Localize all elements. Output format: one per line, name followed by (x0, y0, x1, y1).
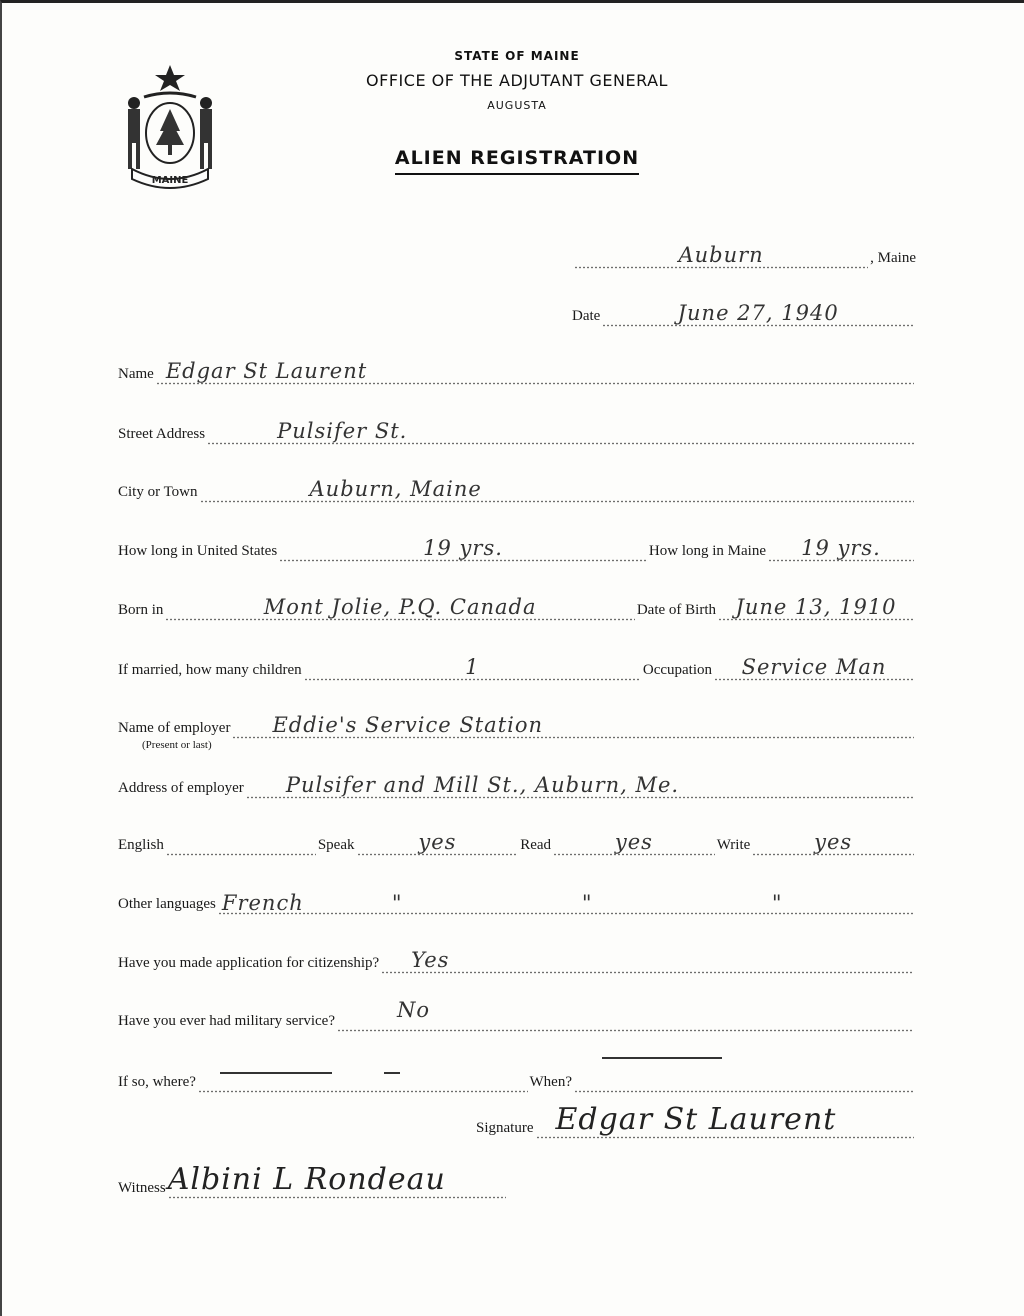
family-line (118, 653, 916, 681)
signature-field[interactable] (536, 1102, 915, 1139)
read-value: yes (614, 830, 653, 854)
speak-field[interactable] (357, 832, 519, 856)
other-languages-value: French (221, 891, 304, 915)
header-city: AUGUSTA (487, 99, 547, 112)
place-line (572, 241, 916, 269)
name-line (118, 357, 916, 385)
residence-line (118, 534, 916, 562)
english-gap (166, 832, 316, 856)
birth-line (118, 593, 916, 621)
ditto-mark-3: " (771, 891, 783, 915)
born-field[interactable] (165, 597, 634, 621)
maine-time-value: 19 yrs. (801, 536, 881, 560)
signature-line (476, 1102, 916, 1139)
place-suffix: , Maine (870, 250, 916, 266)
when-label: When? (529, 1074, 572, 1090)
maine-time-label: How long in Maine (648, 543, 766, 559)
witness-field[interactable] (167, 1162, 506, 1199)
name-label: Name (118, 366, 154, 382)
employer-label: Name of employer (118, 720, 231, 736)
name-value: Edgar St Laurent (165, 359, 368, 383)
military-label: Have you ever had military service? (118, 1013, 335, 1029)
date-label: Date (572, 308, 601, 324)
military-value: No (397, 998, 431, 1022)
us-time-value: 19 yrs. (423, 536, 503, 560)
street-value: Pulsifer St. (277, 419, 408, 443)
place-value: Auburn (678, 243, 764, 267)
employer-line (118, 711, 916, 739)
dob-field[interactable] (718, 597, 914, 621)
employer-sublabel: (Present or last) (142, 739, 212, 751)
born-label: Born in (118, 602, 164, 618)
occupation-field[interactable] (714, 657, 914, 681)
street-line (118, 417, 916, 445)
witness-value: Albini L Rondeau (167, 1162, 446, 1197)
dob-value: June 13, 1910 (735, 595, 897, 619)
signature-label: Signature (476, 1120, 534, 1136)
children-field[interactable] (304, 657, 641, 681)
street-field[interactable] (207, 421, 914, 445)
witness-line (118, 1162, 508, 1199)
city-field[interactable] (200, 479, 914, 503)
read-field[interactable] (553, 832, 715, 856)
occupation-label: Occupation (642, 662, 712, 678)
place-field[interactable] (574, 245, 868, 269)
where-label: If so, where? (118, 1074, 196, 1090)
english-line (118, 828, 916, 856)
write-value: yes (814, 830, 853, 854)
city-line (118, 475, 916, 503)
citizenship-line (118, 946, 916, 974)
employer-address-value: Pulsifer and Mill St., Auburn, Me. (285, 773, 680, 797)
us-time-field[interactable] (279, 538, 647, 562)
form-title-text: ALIEN REGISTRATION (395, 147, 639, 175)
where-dash-2 (384, 1072, 400, 1074)
children-value: 1 (465, 655, 480, 679)
maine-seal-icon (114, 61, 226, 191)
read-label: Read (520, 837, 552, 853)
military-field[interactable] (337, 998, 914, 1032)
write-label: Write (716, 837, 751, 853)
other-languages-field[interactable] (218, 891, 914, 915)
witness-label: Witness (118, 1180, 166, 1196)
ditto-mark-1: " (391, 891, 403, 915)
citizenship-label: Have you made application for citizenship? (118, 955, 380, 971)
children-label: If married, how many children (118, 662, 302, 678)
city-value: Auburn, Maine (309, 477, 482, 501)
employer-address-label: Address of employer (118, 780, 244, 796)
form-title (302, 147, 732, 169)
seal-text: MAINE (151, 175, 189, 186)
header-office: OFFICE OF THE ADJUTANT GENERAL (366, 71, 668, 90)
employer-address-line (118, 771, 916, 799)
speak-value: yes (418, 830, 457, 854)
other-languages-label: Other languages (118, 896, 216, 912)
street-label: Street Address (118, 426, 206, 442)
ditto-mark-2: " (581, 891, 593, 915)
maine-time-field[interactable] (768, 538, 914, 562)
name-field[interactable] (156, 361, 914, 385)
date-field[interactable] (602, 303, 914, 327)
where-dash-1 (220, 1072, 332, 1074)
military-line (118, 998, 916, 1032)
service-where-line (118, 1065, 916, 1093)
header-state: STATE OF MAINE (454, 49, 580, 63)
employer-field[interactable] (232, 715, 914, 739)
speak-label: Speak (317, 837, 355, 853)
when-dash (602, 1057, 722, 1059)
write-field[interactable] (752, 832, 914, 856)
us-time-label: How long in United States (118, 543, 278, 559)
citizenship-value: Yes (411, 948, 450, 972)
employer-address-field[interactable] (246, 775, 914, 799)
english-label: English (118, 837, 164, 853)
signature-value: Edgar St Laurent (555, 1102, 837, 1137)
other-languages-line (118, 887, 916, 915)
city-label: City or Town (118, 484, 198, 500)
born-value: Mont Jolie, P.Q. Canada (263, 595, 537, 619)
citizenship-field[interactable] (381, 950, 914, 974)
date-line (572, 299, 916, 327)
occupation-value: Service Man (741, 655, 887, 679)
employer-value: Eddie's Service Station (272, 713, 544, 737)
date-value: June 27, 1940 (677, 301, 839, 325)
when-field[interactable] (574, 1069, 914, 1093)
dob-label: Date of Birth (636, 602, 716, 618)
